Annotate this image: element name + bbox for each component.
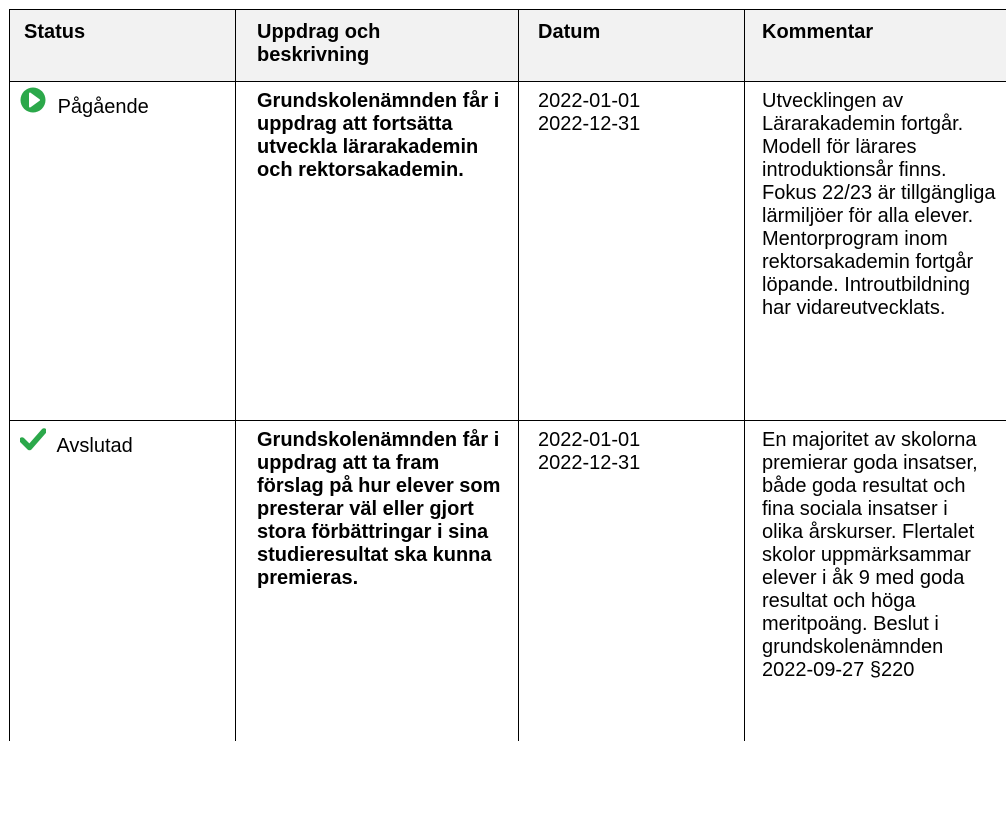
play-circle-icon bbox=[20, 87, 46, 113]
comment-text: Utvecklingen av Lärarakademin fortgår. Modell för lärares introduktionsår finns. Fokus 22/23 är tillgängliga lärmiljöer för alla elever. Mentorprogram inom rektorsakademin fortgår löpande. Introutbildning har vidareutvecklats. bbox=[762, 90, 996, 319]
assignment-cell bbox=[236, 82, 519, 421]
assignment-cell bbox=[236, 421, 519, 742]
header-comment: Kommentar bbox=[745, 10, 1006, 82]
date-start: 2022-01-01 bbox=[538, 429, 641, 451]
assignments-table bbox=[9, 9, 1006, 741]
status-cell bbox=[10, 421, 236, 742]
assignment-text: Grundskolenämnden får i uppdrag att ta fram förslag på hur elever som presterar väl eller gjort stora förbättringar i sina studieresultat ska kunna premieras. bbox=[257, 429, 501, 589]
header-status: Status bbox=[10, 10, 236, 82]
comment-cell bbox=[745, 421, 1006, 742]
date-end: 2022-12-31 bbox=[538, 452, 641, 474]
status-cell bbox=[10, 82, 236, 421]
table-row bbox=[10, 421, 1006, 742]
date-cell bbox=[519, 421, 745, 742]
comment-cell bbox=[745, 82, 1006, 421]
date-cell bbox=[519, 82, 745, 421]
date-end: 2022-12-31 bbox=[538, 113, 641, 135]
comment-text: En majoritet av skolorna premierar goda insatser, både goda resultat och fina sociala insatser i olika årskurser. Flertalet skolor uppmärksammar elever i åk 9 med goda resultat och höga meritpoäng. Beslut i grundskolenämnden 2022-09-27 §220 bbox=[762, 429, 978, 681]
status-label: Avslutad bbox=[56, 435, 133, 457]
table-header-row bbox=[10, 10, 1006, 82]
table-row bbox=[10, 82, 1006, 421]
header-assignment: Uppdrag och beskrivning bbox=[236, 10, 519, 82]
date-start: 2022-01-01 bbox=[538, 90, 641, 112]
assignment-text: Grundskolenämnden får i uppdrag att fortsätta utveckla lärarakademin och rektorsakademin. bbox=[257, 90, 500, 181]
status-label: Pågående bbox=[57, 96, 149, 118]
header-date: Datum bbox=[519, 10, 745, 82]
checkmark-icon bbox=[20, 426, 46, 452]
